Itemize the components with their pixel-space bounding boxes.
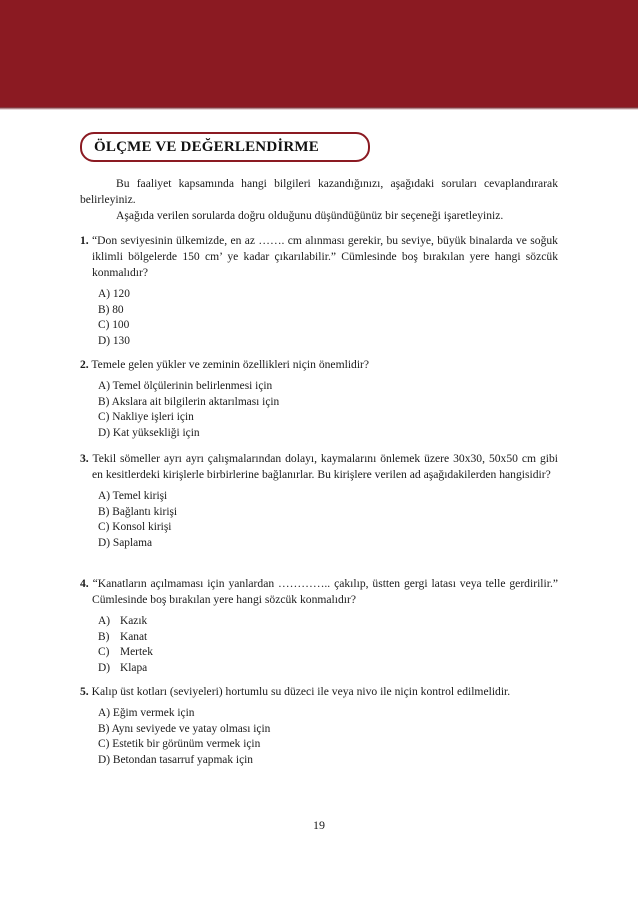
- question-number: 4.: [80, 577, 89, 590]
- question-text: Kalıp üst kotları (seviyeleri) hortumlu su düzeci ile veya nivo ile niçin kontrol edilmelidir.: [91, 685, 511, 698]
- page-number: 19: [313, 818, 325, 832]
- option-c[interactable]: [98, 645, 558, 661]
- question-text: “Kanatların açılmaması için yanlardan ………….. çakılıp, üstten gergi latası veya telle gerdirilir.” Cümlesinde boş bırakılan yere hangi sözcük konmalıdır?: [92, 577, 558, 606]
- question-1: [80, 233, 558, 349]
- header-band-shadow: [0, 107, 638, 110]
- question-number: 5.: [80, 685, 89, 698]
- option-a[interactable]: [98, 614, 558, 630]
- question-3: [80, 451, 558, 551]
- question-5: [80, 684, 558, 768]
- option-d[interactable]: D) Saplama: [98, 536, 153, 549]
- option-b[interactable]: B) Bağlantı kirişi: [98, 505, 178, 518]
- option-a[interactable]: A) Temel kirişi: [98, 490, 168, 502]
- question-number: 3.: [80, 452, 89, 465]
- option-d[interactable]: [98, 661, 558, 677]
- option-letter: D): [98, 661, 111, 674]
- option-c[interactable]: C) Nakliye işleri için: [98, 411, 194, 423]
- section-title: ÖLÇME VE DEĞERLENDİRME: [80, 132, 370, 162]
- option-c[interactable]: C) Konsol kirişi: [98, 521, 172, 533]
- option-b[interactable]: B) 80: [98, 303, 124, 316]
- question-stem: [80, 233, 558, 281]
- option-list: [98, 287, 558, 349]
- option-d[interactable]: D) 130: [98, 334, 130, 347]
- option-c[interactable]: C) 100: [98, 319, 130, 331]
- option-a[interactable]: A) Eğim vermek için: [98, 707, 195, 719]
- intro-paragraph-2: Aşağıda verilen sorularda doğru olduğunu düşündüğünüz bir seçeneği işaretleyiniz.: [116, 209, 504, 222]
- option-list: [98, 706, 558, 768]
- option-letter: C): [98, 646, 110, 658]
- option-d[interactable]: D) Kat yüksekliği için: [98, 426, 200, 439]
- option-list: [98, 379, 558, 441]
- question-stem: [80, 684, 558, 700]
- option-b[interactable]: [98, 630, 558, 646]
- option-a[interactable]: A) 120: [98, 288, 130, 300]
- question-4: [80, 576, 558, 676]
- question-2: [80, 357, 558, 441]
- option-b[interactable]: B) Aynı seviyede ve yatay olması için: [98, 722, 271, 735]
- header-band: [0, 0, 638, 107]
- option-list: [98, 614, 558, 676]
- option-c[interactable]: C) Estetik bir görünüm vermek için: [98, 738, 261, 750]
- question-text: Temele gelen yükler ve zeminin özellikleri niçin önemlidir?: [91, 358, 370, 371]
- intro: [80, 176, 558, 224]
- question-number: 1.: [80, 234, 89, 247]
- question-stem: [80, 357, 558, 373]
- question-stem: [80, 451, 558, 483]
- option-letter: B): [98, 630, 110, 643]
- question-number: 2.: [80, 358, 89, 371]
- question-text: Tekil sömeller ayrı ayrı çalışmalarından dolayı, kaymalarını önlemek üzere 30x30, 50x50 cm gibi en kesitlerdeki kirişlerle birbirlerine bağlanırlar. Bu kirişlere verilen ad aşağıdakilerden hangisidir?: [92, 452, 558, 481]
- question-stem: [80, 576, 558, 608]
- option-a[interactable]: A) Temel ölçülerinin belirlenmesi için: [98, 380, 273, 392]
- option-label: Mertek: [120, 646, 153, 658]
- option-letter: A): [98, 615, 111, 627]
- option-label: Kazık: [120, 615, 148, 627]
- option-b[interactable]: B) Akslara ait bilgilerin aktarılması için: [98, 395, 280, 408]
- question-text: “Don seviyesinin ülkemizde, en az ……. cm alınması gerekir, bu seviye, büyük binalarda ve soğuk iklimli bölgelerde 150 cm’ ye kadar çıkarılabilir.” Cümlesinde boş bırakılan yere hangi sözcük konmalıdır?: [92, 234, 558, 279]
- option-label: Klapa: [120, 661, 148, 674]
- option-d[interactable]: D) Betondan tasarruf yapmak için: [98, 753, 253, 766]
- option-label: Kanat: [120, 630, 148, 643]
- intro-paragraph-1: Bu faaliyet kapsamında hangi bilgileri kazandığınızı, aşağıdaki soruları cevaplandırarak belirleyiniz.: [80, 177, 558, 206]
- option-list: [98, 489, 558, 551]
